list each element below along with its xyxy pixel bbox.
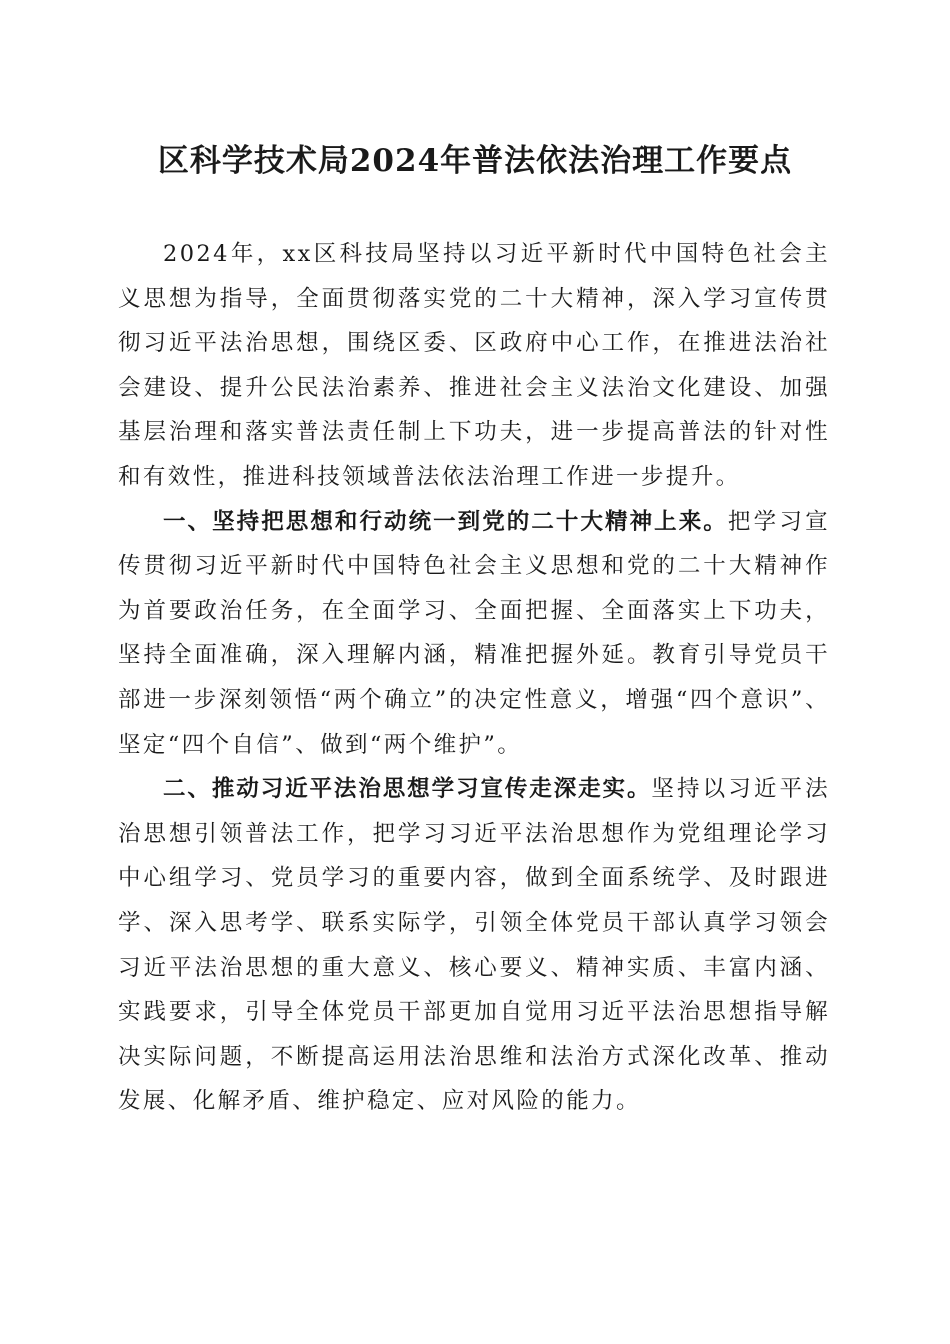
intro-paragraph: 2024年，xx区科技局坚持以习近平新时代中国特色社会主义思想为指导，全面贯彻落实党的二十大精神，深入学习宣传贯彻习近平法治思想，围绕区委、区政府中心工作，在推进法治社会建设、提升公民法治素养、推进社会主义法治文化建设、加强基层治理和落实普法责任制上下功夫，进一步提高普法的针对性和有效性，推进科技领域普法依法治理工作进一步提升。 <box>118 241 830 490</box>
section-text-2: 坚持以习近平法治思想引领普法工作，把学习习近平法治思想作为党组理论学习中心组学习、党员学习的重要内容，做到全面系统学、及时跟进学、深入思考学、联系实际学，引领全体党员干部认真学习领会习近平法治思想的重大意义、核心要义、精神实质、丰富内涵、实践要求，引导全体党员干部更加自觉用习近平法治思想指导解决实际问题，不断提高运用法治思维和法治方式深化改革、推动发展、化解矛盾、维护稳定、应对风险的能力。 <box>118 776 830 1115</box>
section-text-1: 把学习宣传贯彻习近平新时代中国特色社会主义思想和党的二十大精神作为首要政治任务，在全面学习、全面把握、全面落实上下功夫，坚持全面准确，深入理解内涵，精准把握外延。教育引导党员干部进一步深刻领悟“两个确立”的决定性意义，增强“四个意识”、坚定“四个自信”、做到“两个维护”。 <box>118 508 830 758</box>
section-heading-1: 一、坚持把思想和行动统一到党的二十大精神上来。 <box>163 508 728 535</box>
section-paragraph-2 <box>118 767 830 1124</box>
document-body <box>118 232 830 1124</box>
section-paragraph-1 <box>118 500 830 768</box>
section-heading-2: 二、推动习近平法治思想学习宣传走深走实。 <box>163 776 652 803</box>
document-title: 区科学技术局2024年普法依法治理工作要点 <box>157 143 793 179</box>
